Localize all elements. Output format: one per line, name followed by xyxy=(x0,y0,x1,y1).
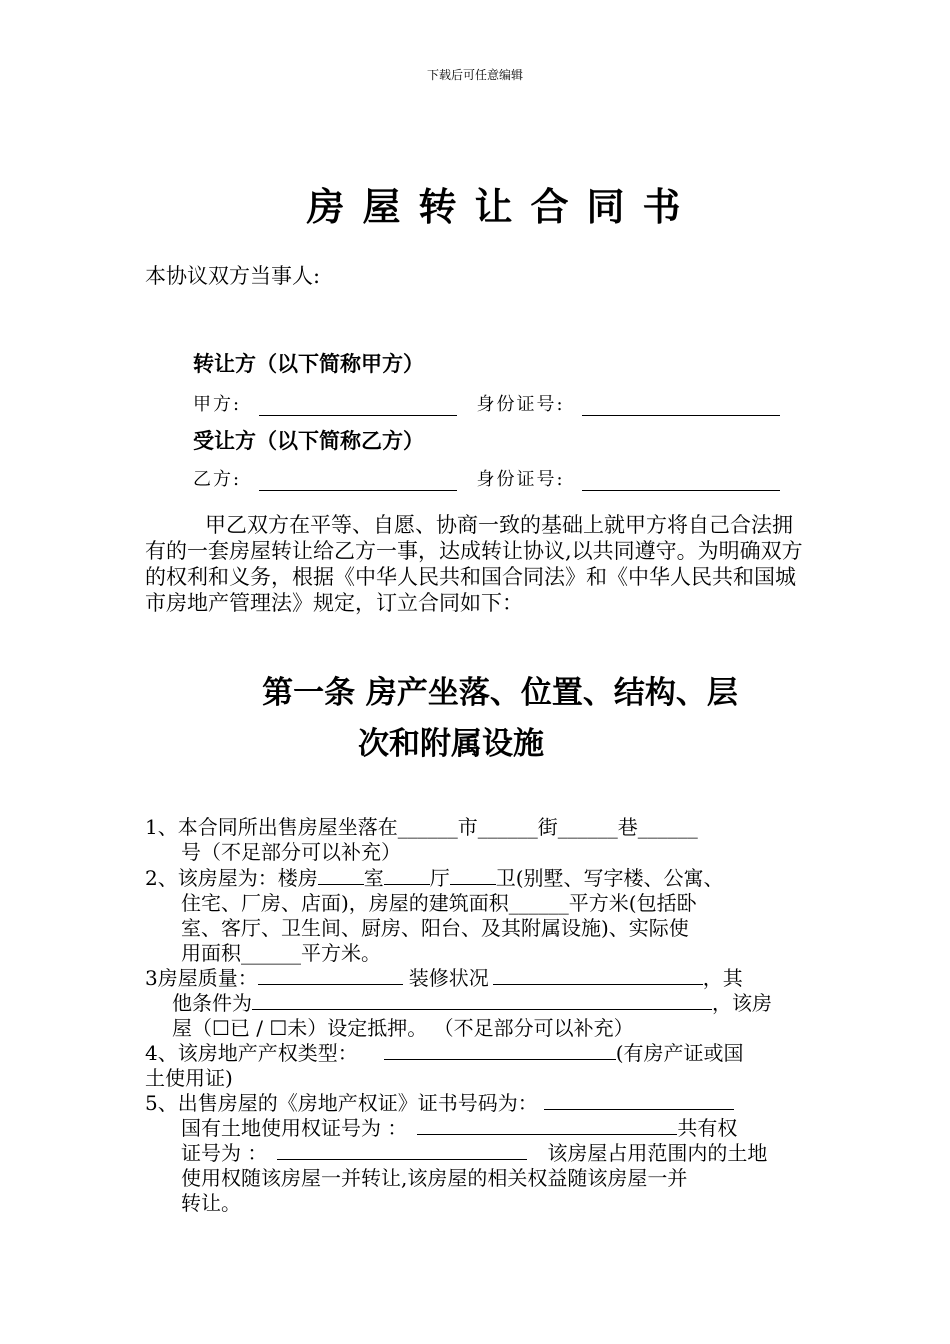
item-3-text-e: ，该房 xyxy=(712,991,772,1015)
party-b-id-blank[interactable] xyxy=(582,470,780,491)
hall-blank[interactable] xyxy=(384,866,430,885)
party-a-heading: 转让方（以下简称甲方） xyxy=(193,351,424,376)
item-3-text-c: ，其 xyxy=(702,966,743,990)
article-1-title-line2: 次和附属设施 xyxy=(358,726,544,762)
party-b-fields xyxy=(193,465,780,491)
item-2-text-a: 2、该房屋为：楼房 xyxy=(145,866,318,890)
item-2-line3: 室、客厅、卫生间、厨房、阳台、及其附属设施)、实际使 xyxy=(181,916,689,940)
property-type-blank[interactable] xyxy=(384,1041,616,1060)
party-b-id-label: 身份证号: xyxy=(476,469,565,490)
item-5-line5: 转让。 xyxy=(181,1191,241,1215)
decoration-blank[interactable] xyxy=(493,966,703,985)
party-a-id-label: 身份证号: xyxy=(476,394,565,415)
item-4-line1 xyxy=(145,1041,744,1067)
party-a-name-blank[interactable] xyxy=(259,395,457,416)
item-1-line1: 1、本合同所出售房屋坐落在______市______街______巷______ xyxy=(145,815,698,839)
item-5-text-d: 证号为 ： xyxy=(181,1141,268,1165)
item-5-line3 xyxy=(181,1141,767,1167)
item-2-line1 xyxy=(145,866,724,892)
item-5-text-b: 国有土地使用权证号为 ： xyxy=(181,1116,408,1140)
item-5-text-e: 该房屋占用范围内的土地 xyxy=(547,1141,768,1165)
item-4-text-a: 4、该房地产产权类型： xyxy=(145,1041,358,1065)
header-note: 下载后可任意编辑 xyxy=(426,68,523,82)
item-3-line3: 屋（☐已 / ☐未）设定抵押。 （不足部分可以补充） xyxy=(172,1016,634,1040)
bath-blank[interactable] xyxy=(450,866,496,885)
party-b-heading: 受让方（以下简称乙方） xyxy=(193,428,424,453)
page-title: 房屋转让合同书 xyxy=(306,184,699,229)
item-2-text-b: 室 xyxy=(363,866,384,890)
party-a-id-blank[interactable] xyxy=(582,395,780,416)
item-3-text-d: 他条件为 xyxy=(172,991,252,1015)
item-2-line2: 住宅、厂房、店面)，房屋的建筑面积______平方米(包括卧 xyxy=(181,891,697,915)
preamble-paragraph: 甲乙双方在平等、自愿、协商一致的基础上就甲方将自己合法拥有的一套房屋转让给乙方一事，达成转让协议,以共同遵守。为明确双方的权利和义务，根据《中华人民共和国合同法》和《中华人民共和国城市房地产管理法》规定，订立合同如下： xyxy=(145,513,803,615)
item-3-line2 xyxy=(172,991,772,1017)
item-1-line2: 号（不足部分可以补充） xyxy=(181,840,401,864)
item-3-text-b: 装修状况 xyxy=(408,966,489,990)
party-b-name-blank[interactable] xyxy=(259,470,457,491)
party-b-name-label: 乙方: xyxy=(193,469,242,490)
item-4-text-b: (有房产证或国 xyxy=(615,1041,744,1065)
certificate-number-blank[interactable] xyxy=(544,1091,734,1110)
other-conditions-blank[interactable] xyxy=(252,991,712,1010)
item-5-text-c: 共有权 xyxy=(677,1116,738,1140)
item-3-text-a: 3房屋质量： xyxy=(145,966,258,990)
item-4-line2: 土使用证) xyxy=(145,1066,233,1090)
item-2-text-c: 厅 xyxy=(429,866,450,890)
party-a-name-label: 甲方: xyxy=(193,394,242,415)
co-ownership-cert-blank[interactable] xyxy=(277,1141,527,1160)
item-3-line1 xyxy=(145,966,743,992)
room-blank[interactable] xyxy=(318,866,364,885)
party-a-fields xyxy=(193,390,780,416)
quality-blank[interactable] xyxy=(258,966,403,985)
item-2-line4: 用面积______平方米。 xyxy=(181,941,381,965)
item-5-text-a: 5、出售房屋的《房地产权证》证书号码为： xyxy=(145,1091,538,1115)
item-5-line1 xyxy=(145,1091,734,1117)
intro-text: 本协议双方当事人: xyxy=(145,264,321,288)
item-2-text-d: 卫(别墅、写字楼、公寓、 xyxy=(495,866,724,890)
item-5-line2 xyxy=(181,1116,737,1142)
land-cert-blank[interactable] xyxy=(417,1116,677,1135)
article-1-title-line1: 第一条 房产坐落、位置、结构、层 xyxy=(262,675,738,711)
item-5-line4: 使用权随该房屋一并转让,该房屋的相关权益随该房屋一并 xyxy=(181,1166,688,1190)
